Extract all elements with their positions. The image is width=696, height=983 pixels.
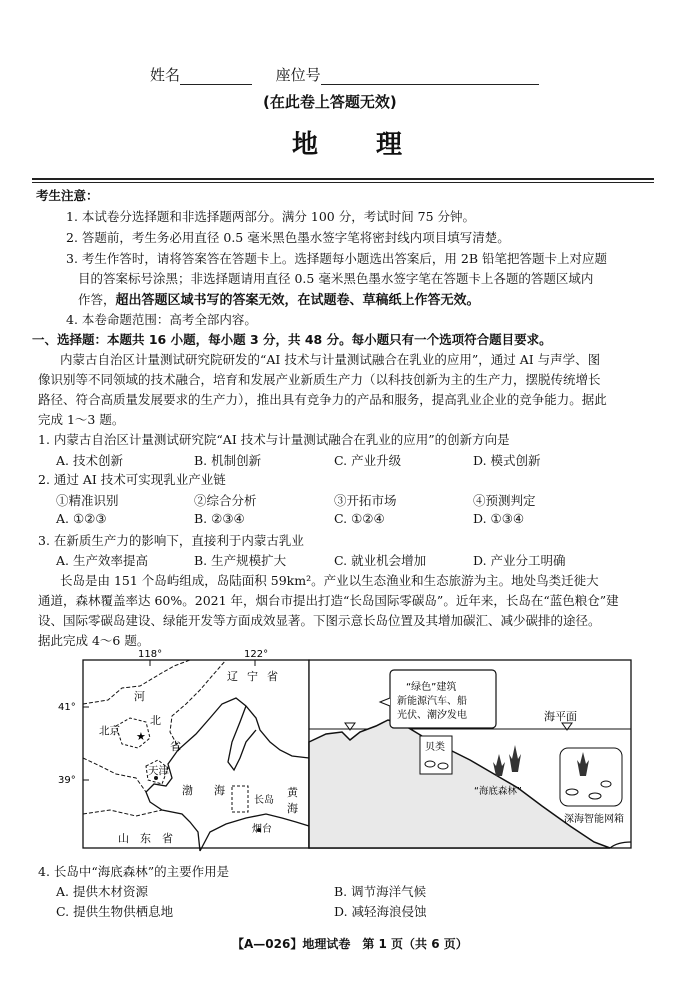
name-field	[150, 64, 539, 85]
lon-label-118: 118°	[138, 649, 163, 660]
q2-item-3: ③开拓市场	[334, 493, 397, 508]
notice-item-3-end	[78, 290, 480, 311]
passage1-line1: 内蒙古自治区计量测试研究院研发的“AI 技术与计量测试融合在乳业的应用”，通过 AI 与声学、图	[60, 352, 601, 367]
q2-option-b: B. ②③④	[194, 511, 245, 526]
notice-item-3-prefix: 作答，	[78, 292, 116, 307]
q4-option-a: A. 提供木材资源	[56, 884, 148, 899]
map-frame	[83, 660, 309, 848]
section-title: 一、选择题：本题共 16 小题，每小题 3 分，共 48 分。每小题只有一个选项符合题目要求。	[32, 332, 552, 347]
map-label-huang: 黄	[287, 786, 298, 799]
callout-line-1: “绿色”建筑	[406, 682, 457, 693]
name-label: 姓名	[150, 66, 181, 84]
q1-option-a: A. 技术创新	[56, 453, 123, 468]
invalid-note: (在此卷上答题无效)	[263, 93, 397, 111]
q1-option-b: B. 机制创新	[194, 453, 262, 468]
map-label-bei: 北	[150, 714, 161, 727]
map-label-liao: 辽	[227, 670, 238, 683]
q2-option-c: C. ①②④	[334, 511, 385, 526]
lat-label-41: 41°	[58, 702, 76, 713]
shellfish-label: 贝类	[425, 742, 445, 753]
q3-stem: 3. 在新质生产力的影响下，直接利于内蒙古乳业	[38, 533, 304, 548]
lat-label-39: 39°	[58, 775, 76, 786]
notice-title: 考生注意：	[36, 188, 99, 203]
map-label-bo: 渤	[182, 784, 193, 797]
figure	[50, 646, 646, 856]
notice-item-2: 2. 答题前，考生务必用直径 0.5 毫米黑色墨水签字笔将密封线内项目填写清楚。	[66, 230, 510, 245]
callout-line-3: 光伏、潮汐发电	[397, 710, 467, 721]
callout-line-2: 新能源汽车、船	[397, 696, 467, 707]
map-label-yantai: 烟台	[252, 824, 272, 835]
notice-item-4: 4. 本卷命题范围：高考全部内容。	[66, 312, 257, 327]
page-footer: 【A—026】地理试卷 第 1 页（共 6 页）	[232, 937, 468, 951]
map-label-dong: 东	[140, 832, 151, 845]
notice-item-3-cont: 目的答案标号涂黑；非选择题请用直径 0.5 毫米黑色墨水签字笔在答题卡上各题的答题区域内	[78, 271, 594, 286]
passage2-line2: 通道，森林覆盖率达 60%。2021 年，烟台市提出打造“长岛国际零碳岛”。近年来，长岛在“蓝色粮仓”建	[38, 593, 619, 608]
notice-item-1: 1. 本试卷分选择题和非选择题两部分。满分 100 分，考试时间 75 分钟。	[66, 209, 476, 224]
q1-option-d: D. 模式创新	[473, 453, 541, 468]
map-label-changdao: 长岛	[254, 795, 274, 806]
passage2-line4: 据此完成 4～6 题。	[38, 633, 150, 648]
forest-label: “海底森林”	[474, 786, 522, 797]
q2-item-1: ①精准识别	[56, 493, 119, 508]
q4-stem: 4. 长岛中“海底森林”的主要作用是	[38, 864, 230, 879]
notice-emphasis: 超出答题区域书写的答案无效，在试题卷、草稿纸上作答无效。	[115, 293, 480, 308]
passage1-line4: 完成 1～3 题。	[38, 412, 125, 427]
q2-option-a: A. ①②③	[56, 511, 107, 526]
map-label-hai-2: 海	[287, 802, 298, 815]
q2-option-d: D. ①③④	[473, 511, 525, 526]
map-label-he: 河	[134, 690, 145, 703]
q2-item-4: ④预测判定	[473, 493, 536, 508]
q2-item-2: ②综合分析	[194, 493, 257, 508]
q2-stem: 2. 通过 AI 技术可实现乳业产业链	[38, 472, 226, 487]
map-label-sheng-1: 省	[267, 670, 278, 683]
page-title: 地 理	[292, 130, 405, 160]
q3-option-d: D. 产业分工明确	[473, 553, 566, 568]
passage2-line1: 长岛是由 151 个岛屿组成，岛陆面积 59km²。产业以生态渔业和生态旅游为主。地处鸟类迁徙大	[60, 573, 599, 588]
q4-option-c: C. 提供生物供栖息地	[56, 904, 174, 919]
map-label-ning: 宁	[247, 670, 258, 683]
q3-option-c: C. 就业机会增加	[334, 553, 427, 568]
cage-label: 深海智能网箱	[564, 814, 624, 825]
q3-option-a: A. 生产效率提高	[56, 553, 148, 568]
q1-option-c: C. 产业升级	[334, 453, 402, 468]
map-label-hai-1: 海	[214, 784, 225, 797]
map-label-shan: 山	[118, 832, 129, 845]
q3-option-b: B. 生产规模扩大	[194, 553, 287, 568]
map-label-tianjin: 天津	[148, 765, 169, 777]
beijing-star-icon: ★	[136, 730, 146, 743]
passage2-line3: 设、国际零碳岛建设、绿能开发等方面成效显著。下图示意长岛位置及其增加碳汇、减少碳排的途径。	[38, 613, 601, 628]
seat-label: 座位号	[275, 66, 321, 84]
map-label-sheng-2: 省	[170, 740, 181, 753]
lon-label-122: 122°	[244, 649, 269, 660]
passage1-line3: 路径、符合高质量发展要求的生产力），推出具有竞争力的产品和服务，提高乳业企业的竞争能力。据此	[38, 392, 607, 407]
cage-box	[560, 748, 622, 806]
q1-stem: 1. 内蒙古自治区计量测试研究院“AI 技术与计量测试融合在乳业的应用”的创新方向是	[38, 432, 510, 447]
passage1-line2: 像识别等不同领域的技术融合，培育和发展产业新质生产力（以科技创新为主的生产力，摆脱传统增长	[38, 372, 601, 387]
q4-option-d: D. 减轻海浪侵蚀	[334, 904, 427, 919]
sea-level-label: 海平面	[544, 710, 577, 723]
q4-option-b: B. 调节海洋气候	[334, 884, 427, 899]
map-label-beijing: 北京	[99, 725, 120, 737]
notice-item-3: 3. 考生作答时，请将答案答在答题卡上。选择题每小题选出答案后，用 2B 铅笔把答题卡上对应题	[66, 251, 607, 266]
map-label-sheng-3: 省	[162, 832, 173, 845]
